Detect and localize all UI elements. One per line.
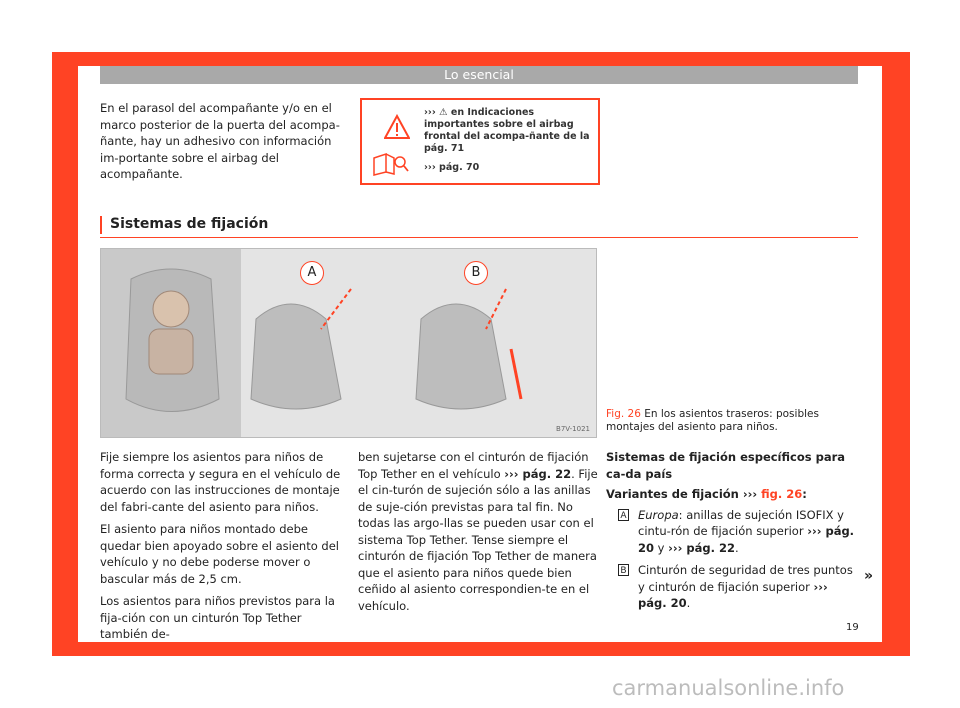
caption-text: En los asientos traseros: posibles montajes del asiento para niños. <box>606 408 819 433</box>
figure-label-a: A <box>300 261 324 285</box>
variant-item-a <box>606 507 858 557</box>
section-title: Sistemas de fijación <box>110 216 269 232</box>
book-icon <box>372 152 410 176</box>
item-b-end: . <box>686 596 691 610</box>
variants-label: Variantes de fijación <box>606 487 743 501</box>
item-a-ref2-link[interactable]: ››› pág. 22 <box>668 540 735 555</box>
section-bar <box>100 216 102 234</box>
warning-text-page: ››› pág. 70 <box>424 162 480 173</box>
variant-item-b <box>606 562 858 612</box>
country-systems-heading: Sistemas de fijación específicos para ca-da país <box>606 450 846 481</box>
fig-ref-link[interactable]: fig. 26 <box>761 487 803 501</box>
item-a-mid: y <box>654 540 669 555</box>
warning-text-airbag: ››› ⚠ en Indicaciones importantes sobre el airbag frontal del acompa-ñante de la pág. 71 <box>424 107 590 154</box>
item-a-end: . <box>734 540 739 555</box>
col2-text-a: ben sujetarse con el cinturón de fijación Top Tether en el vehículo <box>358 450 589 481</box>
column-2 <box>358 449 603 620</box>
col1-paragraph-3: Los asientos para niños previstos para la fija-ción con un cinturón Top Tether también de- <box>100 594 335 641</box>
figure-caption <box>606 408 858 434</box>
watermark: carmanualsonline.info <box>612 676 845 700</box>
caption-fig-label: Fig. 26 <box>606 408 641 420</box>
continue-icon: » <box>864 568 874 584</box>
page-number: 19 <box>846 622 859 633</box>
item-b-ref-link[interactable]: ››› pág. 20 <box>638 579 828 610</box>
item-b-text: Cinturón de seguridad de tres puntos y cinturón de fijación superior <box>638 563 853 594</box>
item-a-ref1-link[interactable]: ››› pág. 20 <box>638 524 855 555</box>
item-a-region: Europa <box>638 507 679 522</box>
warning-triangle-icon <box>384 114 410 140</box>
page-ref-link[interactable]: ››› pág. 22 <box>504 466 572 481</box>
figure-label-b: B <box>464 261 488 285</box>
figure-code: B7V-1021 <box>556 425 590 433</box>
item-a-badge: A <box>618 509 629 521</box>
item-b-badge: B <box>618 564 629 576</box>
header-title: Lo esencial <box>100 66 858 84</box>
column-1 <box>100 449 345 649</box>
variants-heading <box>606 486 858 503</box>
warning-box <box>360 98 600 185</box>
col1-paragraph-2: El asiento para niños montado debe quedar bien apoyado sobre el asiento del vehículo y no debe poderse mover o bascular más de 2,5 cm. <box>100 522 339 586</box>
col1-paragraph-1: Fije siempre los asientos para niños de forma correcta y segura en el vehículo de acuerdo con las instrucciones de montaje del fabri-cante del asiento para niños. <box>100 450 341 514</box>
variants-arrow: ››› <box>742 487 758 501</box>
variants-colon: : <box>802 487 807 501</box>
col2-text-b: . Fije el cin-turón de sujeción sólo a las anillas de suje-ción previstas para tal fin. No todas las argo-llas se pueden usar con el sistema Top Tether. Tense siempre el cinturón de fijación Top Tether de manera que el asiento para niños quede bien ceñido al asiento correspondien-te en el vehículo. <box>358 466 598 613</box>
section-heading <box>100 213 858 238</box>
child-seat-figure <box>100 248 597 438</box>
column-3 <box>606 449 858 618</box>
intro-paragraph: En el parasol del acompañante y/o en el marco posterior de la puerta del acompa-ñante, hay un adhesivo con información im-portante sobre el airbag del acompañante. <box>100 101 340 181</box>
col2-paragraph-1 <box>358 449 603 614</box>
item-a-text: : anillas de sujeción ISOFIX y cintu-rón de fijación superior <box>638 507 844 538</box>
